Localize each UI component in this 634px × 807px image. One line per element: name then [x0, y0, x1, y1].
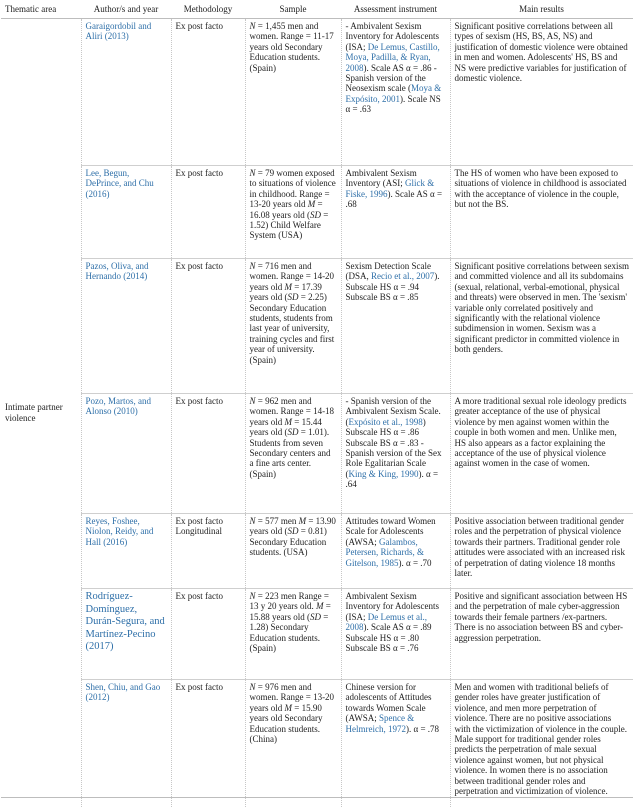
header-instrument: Assessment instrument [341, 0, 450, 19]
header-main-results: Main results [450, 0, 633, 19]
sample-cell [245, 394, 341, 514]
citation-link[interactable]: Galambos, Petersen, Richards, & Gitelson, 1985 [345, 536, 424, 568]
citation-link[interactable]: De Lemus, Castillo, Moya, Padilla, & Ryan, 2008 [345, 41, 440, 73]
header-author: Author/s and year [81, 0, 171, 19]
instrument-cell [341, 166, 450, 259]
review-table [1, 0, 633, 807]
sample-text: = 15.44 years old ( [249, 416, 322, 438]
results-cell: Positive association between traditional gender roles and the perpetration of physical violence towards their partners. Traditional gender role attitudes were associated with an increased risk of perpetration of dating violence 18 months later. [450, 514, 633, 589]
sample-n-label: N [249, 516, 256, 526]
instrument-text: ). Subscale HS α = .94 Subscale BS α = .85 [345, 271, 440, 303]
sample-text: = 17.39 years old ( [249, 281, 322, 303]
methodology-cell: Ex post facto [171, 166, 245, 259]
sample-m-label: M [307, 199, 316, 210]
sample-text: = 1.01). Students from seven Secondary centers and a fine arts center. (Spain) [249, 427, 331, 479]
author-cell[interactable]: Rodríguez-Domínguez, Durán-Segura, and Martínez-Pecino (2017) [81, 589, 171, 680]
sample-text: = 0.81) Secondary Education students. (USA) [249, 526, 327, 558]
methodology-cell: Ex post facto [171, 680, 245, 807]
instrument-cell [341, 514, 450, 589]
methodology-cell: Ex post facto [171, 589, 245, 680]
sample-n-label: N [249, 168, 256, 178]
results-cell: Positive and significant association between HS and the perpetration of male cyber-aggression towards their female partners /ex-partners. There is no association between BS and cyber-aggression perpetration. [450, 589, 633, 680]
table-row [1, 19, 633, 166]
instrument-text: ). α = .64 [345, 468, 439, 490]
instrument-text: ). Scale NS α = .63 [345, 93, 441, 115]
instrument-text: Ambivalent Sexism Inventory (ASI; [345, 168, 417, 189]
sample-cell [245, 259, 341, 394]
instrument-text: ). Scale AS α = .86 - Spanish version of the Neosexism scale ( [345, 62, 437, 94]
table-row [1, 259, 633, 394]
instrument-text: Ambivalent Sexism Inventory for Adolescents (ISA; [345, 591, 439, 622]
results-cell: Significant positive correlations between all types of sexism (HS, BS, AS, NS) and justification of domestic violence were obtained in men and women. Adolescents' HS, BS and NS were predictive variables for justification of domestic violence. [450, 19, 633, 166]
sample-cell [245, 680, 341, 807]
instrument-text: Attitudes toward Women Scale for Adolescents (AWSA; [345, 516, 436, 547]
author-cell[interactable]: Pozo, Martos, and Alonso (2010) [81, 394, 171, 514]
author-cell[interactable]: Pazos, Oliva, and Hernando (2014) [81, 259, 171, 394]
sample-cell [245, 514, 341, 589]
table-row [1, 394, 633, 514]
sample-text: = 962 men and women. Range = 14-18 years old [249, 396, 335, 427]
sample-text: = 13.90 years old ( [249, 516, 336, 537]
citation-link[interactable]: De Lemus et al., 2008 [345, 611, 427, 633]
citation-link[interactable]: Spence & Helmreich, 1972 [345, 713, 415, 734]
table-row [1, 166, 633, 259]
instrument-text: ). Scale AS α = .68 [345, 188, 443, 210]
instrument-text: Sexism Detection Scale (DSA, [345, 261, 431, 282]
instrument-cell [341, 394, 450, 514]
sample-text: = 2.25) Secondary Education students, students from last year of university, training cycles and first year of university. (Spain) [249, 292, 335, 365]
instrument-text: - Spanish version of the Ambivalent Sexism Scale. ( [345, 396, 441, 427]
thematic-area-cell: Intimate partner violence [5, 402, 63, 423]
sample-n-label: N [249, 682, 256, 692]
author-cell[interactable]: Reyes, Foshee, Niolon, Reidy, and Hall (2016) [81, 514, 171, 589]
instrument-text: ). Scale AS α = .89 Subscale HS α = .80 Subscale BS α = .76 [345, 622, 432, 654]
results-cell: Significant positive correlations between sexism and committed violence and all its subdomains (sexual, relational, verbal-emotional, physical and threats) were observed in men. The 'sexism' variable only correlated positively and significantly with the relational violence subdimension in women. Sexism was a significant predictor in committed violence in both genders. [450, 259, 633, 394]
table-bottom-rule [1, 797, 633, 798]
methodology-cell: Ex post facto Longitudinal [171, 514, 245, 589]
sample-text: = 577 men [255, 516, 299, 526]
sample-m-label: M [284, 702, 292, 713]
methodology-cell: Ex post facto [171, 19, 245, 166]
instrument-text: ). α = .78 [405, 723, 440, 734]
table-row [1, 680, 633, 807]
author-cell[interactable]: Lee, Begun, DePrince, and Chu (2016) [81, 166, 171, 259]
sample-text: = 15.88 years old ( [249, 601, 331, 622]
instrument-text: Chinese version for adolescents of Attitudes towards Women Scale (AWSA; [345, 682, 432, 724]
author-cell[interactable]: Garaigordobil and Aliri (2013) [81, 19, 171, 166]
sample-sd-label: SD [287, 292, 299, 303]
sample-n-label: N [249, 261, 256, 271]
instrument-text: ). α = .70 [398, 557, 432, 568]
instrument-cell [341, 259, 450, 394]
instrument-cell [341, 589, 450, 680]
citation-link[interactable]: King & King, 1990 [348, 468, 419, 479]
sample-text: = 716 men and women. Range = 14-20 years old [249, 261, 335, 292]
sample-text: = 16.08 years old ( [249, 199, 323, 220]
citation-link[interactable]: Glick & Fiske, 1996 [345, 178, 435, 199]
sample-text: = 1.28) Secondary Education students. (Spain) [249, 611, 329, 654]
sample-cell [245, 589, 341, 680]
sample-sd-label: SD [310, 611, 321, 622]
methodology-cell: Ex post facto [171, 259, 245, 394]
sample-n-label: N [249, 21, 256, 31]
header-methodology: Methodology [171, 0, 245, 19]
sample-cell [245, 166, 341, 259]
author-cell[interactable]: Shen, Chiu, and Gao (2012) [81, 680, 171, 807]
sample-n-label: N [249, 396, 256, 406]
sample-text: = 223 men Range = 13 y 20 years old. [249, 591, 329, 612]
results-cell: Men and women with traditional beliefs of gender roles have greater justification of violence, and men more perpetration of violence. There are no positive associations with the victimization of violence in the couple. Male support for traditional gender roles predicts the perpetration of male sexual violence against women, but not physical violence. In women there is no association between traditional gender roles and perpetration and victimization of violence. [450, 680, 633, 807]
header-thematic-area: Thematic area [1, 0, 81, 19]
citation-link[interactable]: Recio et al., 2007 [371, 271, 435, 282]
instrument-text: ) Subscale HS α = .86 Subscale BS α = .83 - Spanish version of the Sex Role Egalitarian Scale ( [345, 416, 442, 479]
header-sample: Sample [245, 0, 341, 19]
table-row [1, 514, 633, 589]
sample-text: = 1,455 men and women. Range = 11-17 years old Secondary Education students. (Spain) [249, 21, 334, 73]
sample-m-label: M [284, 281, 292, 292]
sample-m-label: M [316, 601, 324, 612]
sample-cell [245, 19, 341, 166]
header-row [1, 0, 633, 19]
instrument-cell [341, 19, 450, 166]
sample-sd-label: SD [287, 526, 299, 537]
instrument-text: - Ambivalent Sexism Inventory for Adolescents (ISA; [345, 21, 439, 52]
sample-sd-label: SD [310, 209, 321, 220]
citation-link[interactable]: Moya & Expósito, 2001 [345, 83, 442, 104]
table-row [1, 589, 633, 680]
results-cell: A more traditional sexual role ideology predicts greater acceptance of the use of physical violence by men against women within the couple in both women and men. Unlike men, HS also appears as a factor explaining the acceptance of the use of physical violence against women in the case of women. [450, 394, 633, 514]
sample-m-label: M [284, 416, 292, 427]
citation-link[interactable]: Expósito et al., 1998 [348, 416, 423, 427]
methodology-cell: Ex post facto [171, 394, 245, 514]
sample-text: = 976 men and women. Range = 13-20 years old [249, 682, 335, 713]
sample-text: = 79 women exposed to situations of violence in childhood. Range = 13-20 years old [249, 168, 336, 210]
sample-m-label: M [298, 516, 307, 526]
sample-sd-label: SD [287, 427, 299, 438]
results-cell: The HS of women who have been exposed to situations of violence in childhood is associated with the acceptance of violence in the couple, but not the BS. [450, 166, 633, 259]
instrument-cell [341, 680, 450, 807]
sample-text: = 1.52) Child Welfare System (USA) [249, 209, 329, 241]
sample-n-label: N [249, 591, 256, 601]
sample-text: = 15.90 years old Secondary Education students. (China) [249, 702, 323, 745]
